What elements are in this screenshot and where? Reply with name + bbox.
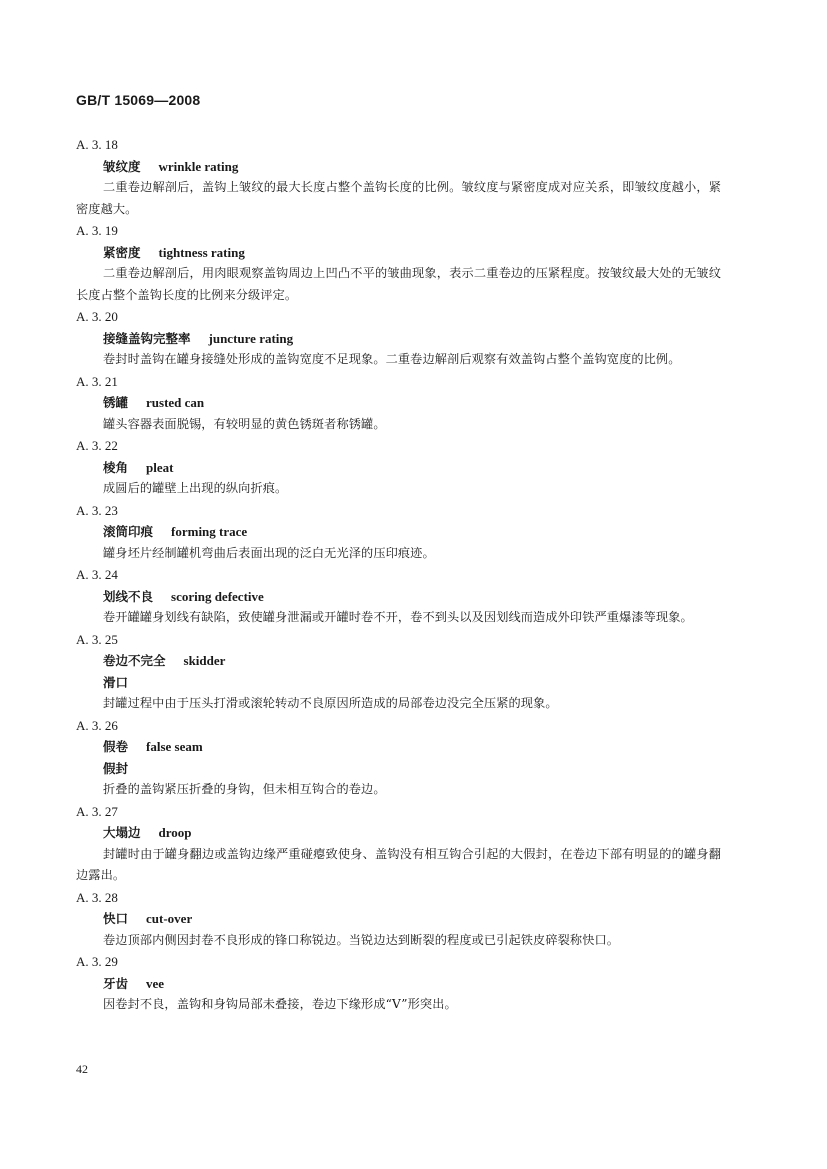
term-line — [76, 457, 721, 479]
term-line — [76, 242, 721, 264]
term-english: wrinkle rating — [158, 158, 239, 174]
term-line — [76, 908, 721, 930]
term-line — [76, 822, 721, 844]
term-english: droop — [158, 825, 192, 840]
standard-code-header: GB/T 15069—2008 — [76, 92, 201, 108]
term-entry — [76, 500, 721, 565]
term-entry — [76, 371, 721, 436]
term-definition: 卷边顶部内侧因封卷不良形成的锋口称锐边。当锐边达到断裂的程度或已引起铁皮碎裂称快口。 — [103, 932, 620, 947]
term-chinese: 快口 — [103, 911, 129, 926]
term-chinese: 棱角 — [103, 459, 129, 475]
clause-number: A. 3. 29 — [76, 954, 118, 969]
term-line — [76, 586, 721, 608]
clause-number: A. 3. 25 — [76, 631, 118, 647]
clause-number: A. 3. 19 — [76, 223, 118, 238]
term-line — [76, 156, 721, 178]
term-entry — [76, 715, 721, 801]
term-english: tightness rating — [158, 244, 245, 260]
clause-number: A. 3. 23 — [76, 502, 118, 518]
term-chinese: 皱纹度 — [103, 158, 141, 174]
term-definition: 成圆后的罐壁上出现的纵向折痕。 — [103, 481, 288, 495]
term-line — [76, 328, 721, 350]
term-english: forming trace — [171, 524, 248, 539]
term-definition: 二重卷边解剖后，用肉眼观察盖钩周边上凹凸不平的皱曲现象，表示二重卷边的压紧程度。按皱纹最大处的无皱纹长度占整个盖钩长度的比例来分级评定。 — [76, 266, 721, 302]
term-definition: 卷开罐罐身划线有缺陷，致使罐身泄漏或开罐时卷不开，卷不到头以及因划线而造成外印铁严重爆漆等现象。 — [103, 610, 693, 624]
clause-number: A. 3. 20 — [76, 309, 118, 324]
term-english: scoring defective — [171, 588, 264, 604]
term-english: rusted can — [146, 395, 205, 410]
clause-number: A. 3. 27 — [76, 803, 118, 819]
term-line — [76, 392, 721, 414]
clause-number: A. 3. 22 — [76, 438, 118, 453]
term-chinese: 划线不良 — [103, 588, 154, 604]
clause-number: A. 3. 26 — [76, 717, 118, 733]
clause-number: A. 3. 28 — [76, 889, 118, 905]
term-definition: 罐身坯片经制罐机弯曲后表面出现的泛白无光泽的压印痕迹。 — [103, 545, 435, 560]
term-english: false seam — [146, 739, 203, 754]
term-definition: 二重卷边解剖后，盖钩上皱纹的最大长度占整个盖钩长度的比例。皱纹度与紧密度成对应关系，即皱纹度越小，紧密度越大。 — [76, 180, 721, 216]
term-chinese: 卷边不完全 — [103, 653, 166, 668]
term-chinese: 大塌边 — [103, 825, 141, 840]
term-english: pleat — [146, 459, 174, 475]
term-entry — [76, 629, 721, 715]
term-line — [76, 973, 721, 995]
term-chinese: 接缝盖钩完整率 — [103, 330, 191, 346]
clause-number: A. 3. 21 — [76, 373, 118, 389]
term-definition: 因卷封不良，盖钩和身钩局部未叠接，卷边下缘形成“V”形突出。 — [103, 997, 457, 1011]
page-number: 42 — [76, 1062, 88, 1076]
term-chinese: 滚筒印痕 — [103, 524, 154, 539]
term-definition: 封罐过程中由于压头打滑或滚轮转动不良原因所造成的局部卷边没完全压紧的现象。 — [103, 696, 558, 710]
term-entry — [76, 564, 721, 629]
term-entry — [76, 306, 721, 371]
term-chinese: 假卷 — [103, 739, 129, 754]
term-entry — [76, 887, 721, 952]
clause-number: A. 3. 18 — [76, 137, 118, 152]
term-definition: 封罐时由于罐身翻边或盖钩边缘严重碰瘪致使身、盖钩没有相互钩合引起的大假封，在卷边下部有明显的的罐身翻边露出。 — [76, 846, 721, 882]
term-entry — [76, 435, 721, 500]
term-entry — [76, 134, 721, 220]
term-english: cut-over — [146, 911, 193, 926]
term-chinese: 紧密度 — [103, 244, 141, 260]
term-entry — [76, 951, 721, 1016]
term-entry — [76, 220, 721, 306]
term-chinese: 牙齿 — [103, 975, 129, 991]
clause-number: A. 3. 24 — [76, 567, 118, 582]
term-entry — [76, 801, 721, 887]
term-line — [76, 736, 721, 758]
alternate-term: 滑口 — [103, 674, 129, 690]
term-english: vee — [146, 975, 165, 991]
term-definition: 卷封时盖钩在罐身接缝处形成的盖钩宽度不足现象。二重卷边解剖后观察有效盖钩占整个盖钩宽度的比例。 — [103, 352, 681, 366]
term-english: juncture rating — [208, 330, 294, 346]
term-english: skidder — [183, 653, 226, 668]
term-line — [76, 650, 721, 672]
term-definition: 折叠的盖钩紧压折叠的身钩，但未相互钩合的卷边。 — [103, 782, 386, 796]
term-line — [76, 521, 721, 543]
term-chinese: 锈罐 — [103, 395, 129, 410]
term-definition: 罐头容器表面脱锡，有较明显的黄色锈斑者称锈罐。 — [103, 416, 386, 431]
alternate-term: 假封 — [103, 760, 129, 776]
terms-list — [76, 134, 721, 1016]
